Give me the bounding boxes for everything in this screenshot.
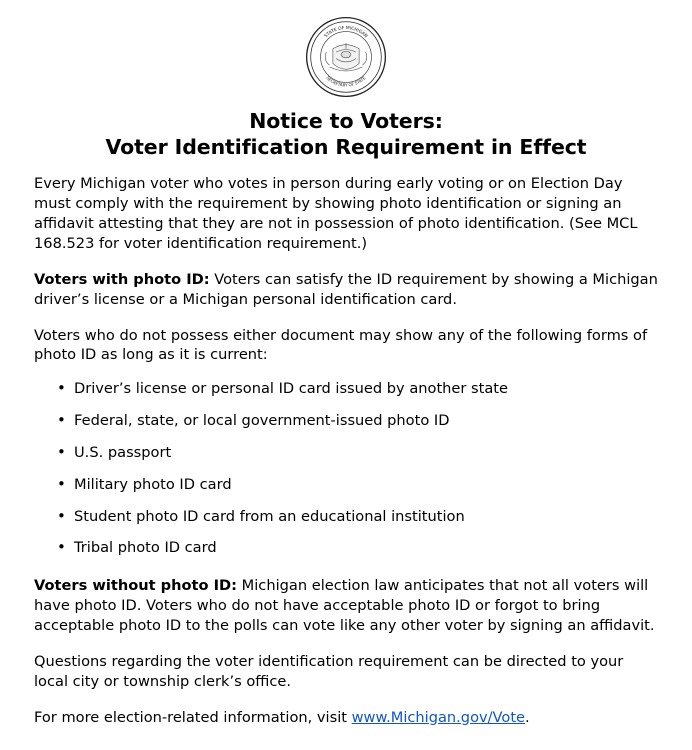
- svg-text:SECRETARY OF STATE: SECRETARY OF STATE: [325, 75, 367, 88]
- voters-with-id-paragraph: [34, 270, 658, 310]
- michigan-state-seal-icon: [305, 16, 387, 98]
- list-item: • U.S. passport: [74, 443, 658, 463]
- voters-with-id-text: Voters can satisfy the ID requirement by showing a Michigan driver’s license or a Michigan personal identification card.: [34, 270, 658, 308]
- page-title: [34, 108, 658, 160]
- list-item: • Military photo ID card: [74, 475, 658, 495]
- questions-paragraph: Questions regarding the voter identification requirement can be directed to your local city or township clerk’s office.: [34, 652, 624, 690]
- seal-container: [34, 16, 658, 98]
- voters-without-id-heading: Voters without photo ID:: [34, 577, 238, 595]
- footer-suffix: .: [525, 708, 530, 726]
- footer-paragraph: [34, 708, 658, 728]
- list-item: • Federal, state, or local government-issued photo ID: [74, 411, 658, 431]
- title-line-1: Notice to Voters:: [249, 109, 443, 133]
- svg-text:STATE OF MICHIGAN: STATE OF MICHIGAN: [323, 26, 369, 40]
- voters-without-id-text: Michigan election law anticipates that not all voters will have photo ID. Voters who do not have acceptable photo ID or forgot to bring acceptable photo ID to the polls can vote like any other voter by signing an affidavit.: [34, 577, 655, 634]
- title-line-2: Voter Identification Requirement in Effect: [105, 135, 587, 160]
- intro-paragraph: Every Michigan voter who votes in person during early voting or on Election Day must comply with the requirement by showing photo identification or signing an affidavit attesting that they are not in possession of photo identification. (See MCL 168.523 for voter identification requirement.): [34, 175, 638, 252]
- michigan-vote-link[interactable]: www.Michigan.gov/Vote: [351, 708, 526, 726]
- voters-without-id-paragraph: [34, 576, 658, 636]
- acceptable-id-list: [34, 379, 658, 558]
- footer-prefix: For more election-related information, visit: [34, 708, 352, 726]
- list-item: • Driver’s license or personal ID card issued by another state: [74, 379, 658, 399]
- voters-with-id-subtext: Voters who do not possess either document may show any of the following forms of photo ID as long as it is current:: [34, 326, 648, 364]
- list-item: • Tribal photo ID card: [74, 538, 658, 558]
- voters-with-id-heading: Voters with photo ID:: [34, 270, 210, 288]
- list-item: • Student photo ID card from an educational institution: [74, 507, 658, 527]
